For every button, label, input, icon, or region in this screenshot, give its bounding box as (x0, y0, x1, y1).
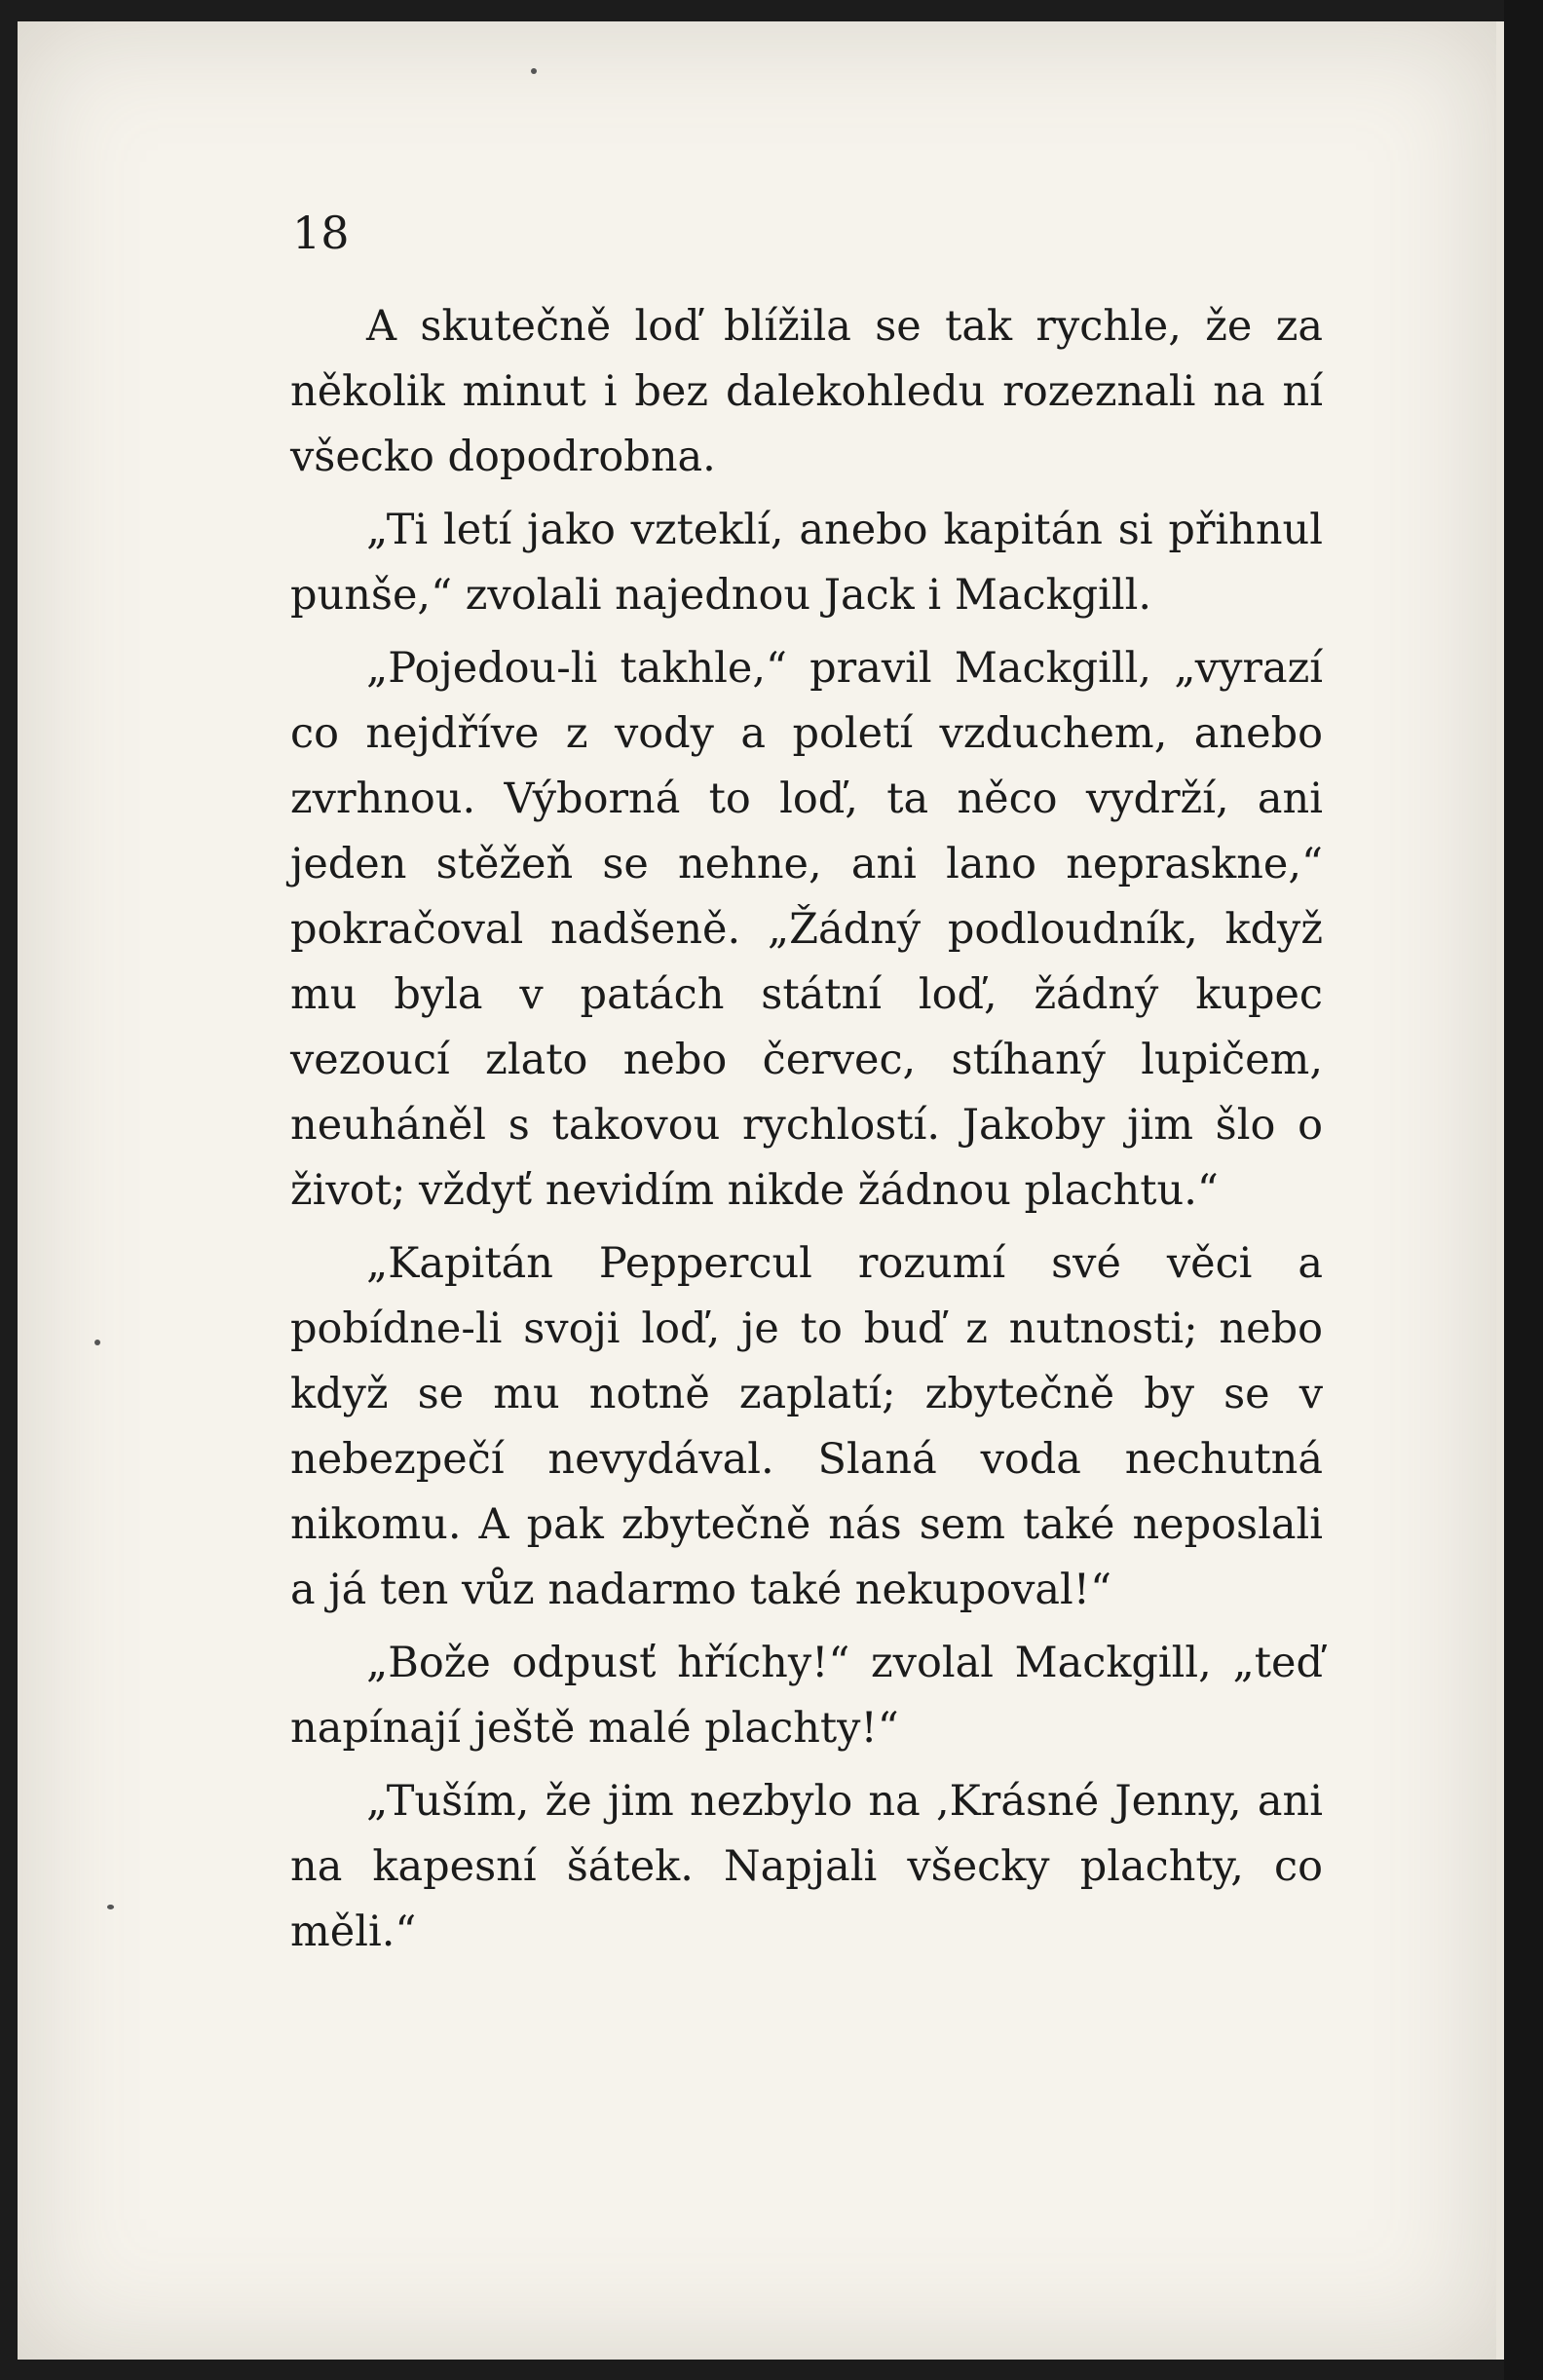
paragraph: „Tuším, že jim nezbylo na ,Krásné Jenny, ani na kapesní šátek. Napjali všecky plachty, co měli.“ (290, 1777, 1323, 1956)
page-edge (1496, 21, 1504, 2360)
print-speck (531, 68, 537, 74)
print-speck (107, 1905, 114, 1909)
page-number: 18 (292, 207, 350, 259)
print-speck (94, 1340, 100, 1345)
paragraph: „Kapitán Peppercul rozumí své věci a pobídne-li svoji loď, je to buď z nutnosti; nebo když se mu notně zaplatí; zbytečně by se v nebezpečí nevydával. Slaná voda nechutná nikomu. A pak zbytečně nás sem také neposlali a já ten vůz nadarmo také nekupoval!“ (290, 1239, 1323, 1614)
paragraph: „Pojedou-li takhle,“ pravil Mackgill, „vyrazí co nejdříve z vody a poletí vzduchem, anebo zvrhnou. Výborná to loď, ta něco vydrží, ani jeden stěžeň se nehne, ani lano nepraskne,“ pokračoval nadšeně. „Žádný podloudník, když mu byla v patách státní loď, žádný kupec vezoucí zlato nebo červec, stíhaný lupičem, neuháněl s takovou rychlostí. Jakoby jim šlo o život; vždyť nevidím nikde žádnou plachtu.“ (290, 644, 1323, 1215)
paragraph: „Bože odpusť hříchy!“ zvolal Mackgill, „teď napínají ještě malé plachty!“ (290, 1639, 1323, 1753)
book-binding (1504, 0, 1543, 2380)
body-text (290, 294, 1323, 1973)
paragraph: A skutečně loď blížila se tak rychle, že za několik minut i bez dalekohledu rozeznali na ní všecko dopodrobna. (290, 302, 1323, 481)
paragraph: „Ti letí jako vzteklí, anebo kapitán si přihnul punše,“ zvolali najednou Jack i Mackgill. (290, 506, 1323, 620)
